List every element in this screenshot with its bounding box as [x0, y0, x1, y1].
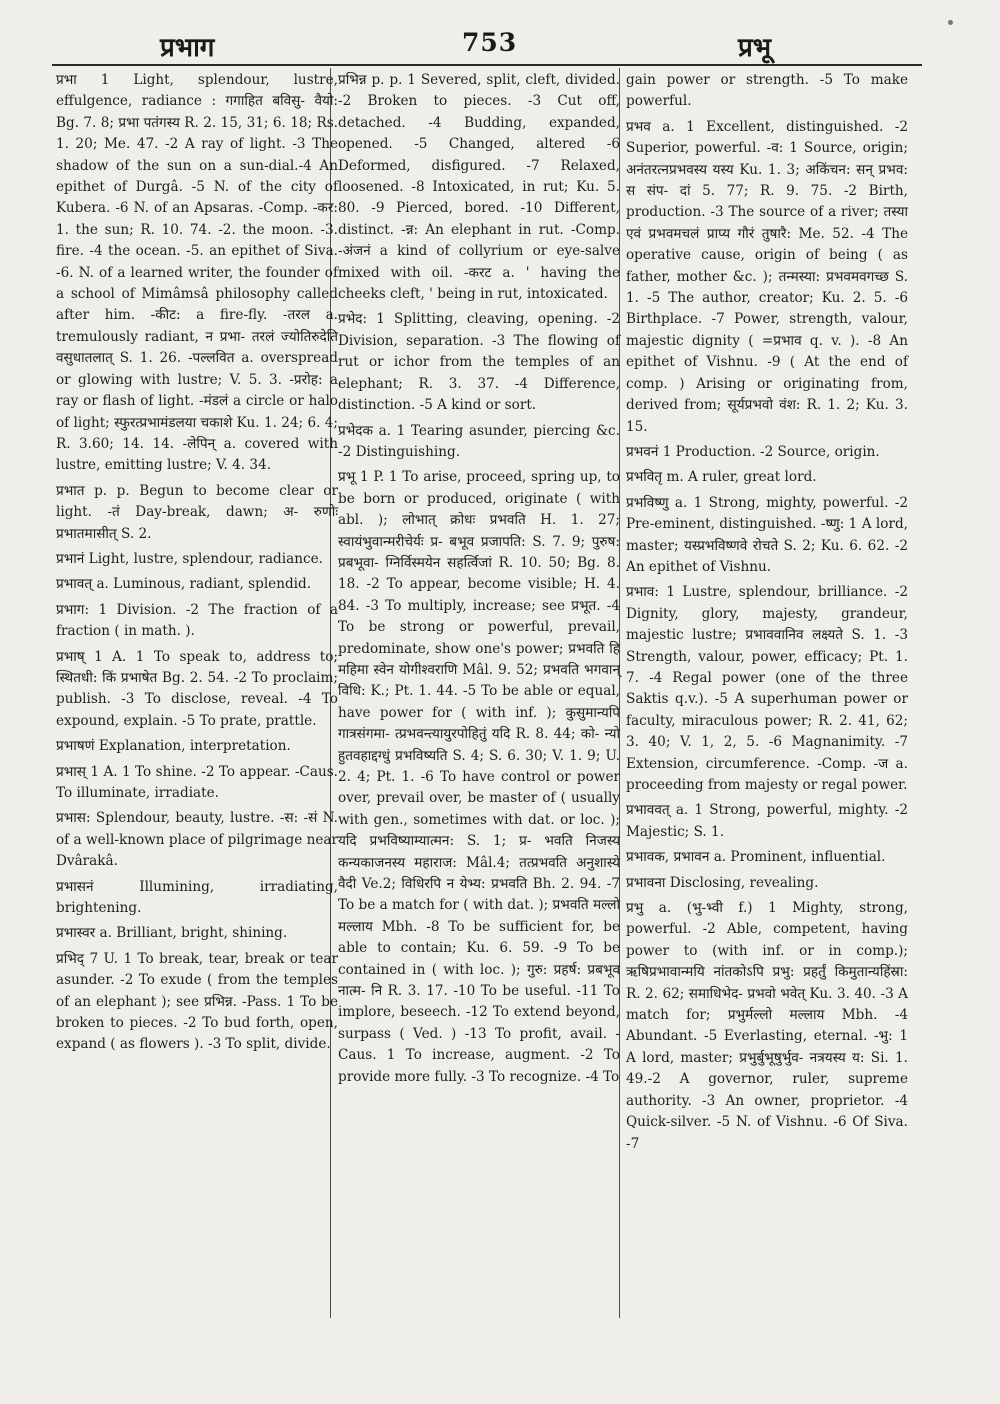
dictionary-entry: प्रभेदक a. 1 Tearing asunder, piercing &c. -2 Distinguishing.: [338, 422, 620, 460]
dictionary-entry: प्रभावना Disclosing, revealing.: [626, 874, 819, 891]
dictionary-entry: प्रभा 1 Light, splendour, lustre, effulgence, radiance : गगाहित बविसु- वैयो: Bg. 7. 8; प्रभा पतंगस्य R. 2. 15, 31; 6. 18; Rs. 1. 20; Me. 47. -2 A ray of light. -3 The shadow of the sun on a sun-dial.-4 An epithet of Durgâ. -5 N. of the city of Kubera. -6 N. of an Apsaras. -Comp. -कर: 1. the sun; R. 10. 74. -2. the moon. -3. fire. -4 the ocean. -5. an epithet of Siva. -6. N. of a learned writer, the founder of a school of Mimâmsâ philosophy called after him. -कीट: a fire-fly. -तरल a. tremulously radiant, न प्रभा- तरलं ज्योतिरुदेति वसुधातलात् S. 1. 26. -पल्लवित a. overspread or glowing with lustre; V. 5. 3. -प्ररोह: a ray or flash of light. -मंडलं a circle or halo of light; स्फुरत्प्रभामंडलया चकाशे Ku. 1. 24; 6. 4; R. 3.60; 14. 14. -लेपिन् a. covered with lustre, emitting lustre; V. 4. 34.: [56, 72, 338, 474]
dictionary-entry: प्रभेद: 1 Splitting, cleaving, opening. -2 Division, separation. -3 The flowing of rut or ichor from the temples of an elephant; R. 3. 37. -4 Difference, distinction. -5 A kind or sort.: [338, 311, 620, 414]
dictionary-entry: प्रभु a. (भु-भ्वी f.) 1 Mighty, strong, powerful. -2 Able, competent, having power to (with inf. or in comp.); ऋषिप्रभावान्मयि नांतकोऽपि प्रभु: प्रहर्तुं किमुतान्यहिंस्रा: R. 2. 62; समाधिभेद- प्रभवो भवेत् Ku. 3. 40. -3 A match for; प्रभुर्मल्लो मल्लाय Mbh. -4 Abundant. -5 Everlasting, eternal. -भु: 1 A lord, master; प्रभुर्बुभूषुर्भुव- नत्रयस्य य: Si. 1. 49.-2 A governor, ruler, supreme authority. -3 An owner, proprietor. -4 Quick-silver. -5 N. of Vishnu. -6 Of Siva. -7: [626, 900, 908, 1152]
dictionary-entry: प्रभावत् a. Luminous, radiant, splendid.: [56, 576, 312, 593]
dictionary-entry: प्रभाववत् a. 1 Strong, powerful, mighty. -2 Majestic; S. 1.: [626, 802, 908, 840]
column-2: [338, 70, 620, 1092]
dictionary-entry: प्रभात p. p. Begun to become clear or light. -तं Day-break, dawn; अ- रुणोः प्रभातमासीत् S. 2.: [56, 482, 338, 542]
dictionary-entry: प्रभाषणं Explanation, interpretation.: [56, 738, 291, 755]
ink-spot: [948, 20, 953, 25]
dictionary-entry: प्रभू 1 P. 1 To arise, proceed, spring up, to be born or produced, originate ( with abl. ); लोभात् क्रोधः प्रभवति H. 1. 27; स्वायंभुवान्मरीचेर्यः प्र- बभूव प्रजापति: S. 7. 9; पुरुष: प्रबभूवा- ग्निर्विस्मयेन सहर्त्विजां R. 10. 50; Bg. 8. 18. -2 To appear, become visible; H. 4. 84. -3 To multiply, increase; see प्रभूत. -4 To be strong or powerful, prevail, predominate, show one's power; प्रभवति हि महिमा स्वेन योगीश्वराणि Mâl. 9. 52; प्रभवति भगवान् विधि: K.; Pt. 1. 44. -5 To be able or equal, have power for ( with inf. ); कुसुमान्यपि गात्रसंगमा- त्प्रभवन्त्यायुरपोहितुं यदि R. 8. 44; को- न्यो हुतवहाद्दग्धुं प्रभविष्यति S. 4; S. 6. 30; V. 1. 9; U. 2. 4; Pt. 1. -6 To have control or power over, prevail over, be master of ( usually with gen., sometimes with dat. or loc. ); यदि प्रभविष्याम्यात्मन: S. 1; प्र- भवति निजस्य कन्यकाजनस्य महाराज: Mâl.4; तत्प्रभवति अनुशास्ये वैदी Ve.2; विधिरपि न येभ्य: प्रभवति Bh. 2. 94. -7 To be a match for ( with dat. ); प्रभवति मल्लो मल्लाय Mbh. -8 To be sufficient for, be able to contain; Ku. 6. 59. -9 To be contained in ( with loc. ); गुरु: प्रहर्ष: प्रबभूव नात्म- नि R. 3. 17. -10 To be useful. -11 To implore, beseech. -12 To extend beyond, surpass ( Ved. ) -13 To profit, avail. -Caus. 1 To increase, augment. -2 To provide more fully. -3 To recognize. -4 To: [338, 469, 620, 1085]
dictionary-entry: प्रभवितृ m. A ruler, great lord.: [626, 469, 817, 486]
dictionary-entry: प्रभव a. 1 Excellent, distinguished. -2 Superior, powerful. -व: 1 Source, origin; अनंतरत्नप्रभवस्य यस्य Ku. 1. 3; अकिंचन: सन् प्रभव: स संप- दां 5. 77; R. 9. 75. -2 Birth, production. -3 The source of a river; तस्या एवं प्रभवमचलं प्राप्य गौरं तुषारै: Me. 52. -4 The operative cause, origin of being ( as father, mother &c. ); तन्मस्या: प्रभवमवगच्छ S. 1. -5 The author, creator; Ku. 2. 5. -6 Birthplace. -7 Power, strength, valour, majestic dignity ( =प्रभाव q. v. ). -8 An epithet of Vishnu. -9 ( At the end of comp. ) Arising or originating from, derived from; सूर्यप्रभवो वंश: R. 1. 2; Ku. 3. 15.: [626, 118, 908, 435]
dictionary-entry: प्रभानं Light, lustre, splendour, radiance.: [56, 550, 323, 567]
dictionary-entry: प्रभिद् 7 U. 1 To break, tear, break or tear asunder. -2 To exude ( from the temples of an elephant ); see प्रभिन्न. -Pass. 1 To be broken to pieces. -2 To bud forth, open, expand ( as flowers ). -3 To split, divide.: [56, 950, 338, 1053]
dictionary-entry: gain power or strength. -5 To make powerful.: [626, 72, 908, 110]
dictionary-entry: प्रभास्वर a. Brilliant, bright, shining.: [56, 925, 288, 942]
dictionary-entry: प्रभासनं Illumining, irradiating, brightening.: [56, 878, 338, 917]
dictionary-entry: प्रभाष् 1 A. 1 To speak to, address to; स्थितधी: किं प्रभाषेत Bg. 2. 54. -2 To proclaim; publish. -3 To disclose, reveal. -4 To expound, explain. -5 To prate, prattle.: [56, 648, 338, 729]
dictionary-entry: प्रभाग: 1 Division. -2 The fraction of a fraction ( in math. ).: [56, 601, 338, 640]
dictionary-entry: प्रभिन्न p. p. 1 Severed, split, cleft, divided. -2 Broken to pieces. -3 Cut off, detached. -4 Budding, expanded, opened. -5 Changed, altered -6 Deformed, disfigured. -7 Relaxed, loosened. -8 Intoxicated, in rut; Ku. 5. 80. -9 Pierced, bored. -10 Different, distinct. -न्न: An elephant in rut. -Comp. -अंजनं a kind of collyrium or eye-salve mixed with oil. -करट a. ' having the cheeks cleft, ' being in rut, intoxicated.: [338, 72, 620, 303]
column-3: [626, 70, 908, 1159]
dictionary-entry: प्रभविष्णु a. 1 Strong, mighty, powerful. -2 Pre-eminent, distinguished. -ष्णु: 1 A lord, master; यस्प्रभविष्णवे रोचते S. 2; Ku. 6. 62. -2 An epithet of Vishnu.: [626, 494, 908, 575]
dictionary-entry: प्रभाव: 1 Lustre, splendour, brilliance. -2 Dignity, glory, majesty, grandeur, majestic lustre; प्रभाववानिव लक्ष्यते S. 1. -3 Strength, valour, power, efficacy; Pt. 1. 7. -4 Regal power (one of the three Saktis q.v.). -5 A superhuman power or faculty, miraculous power; R. 2. 41, 62; 3. 40; V. 1, 2, 5. -6 Magnanimity. -7 Extension, circumference. -Comp. -ज a. proceeding from majesty or regal power.: [626, 584, 908, 793]
header-right-guide-word: प्रभू: [738, 33, 772, 63]
column-1: [56, 70, 338, 1060]
dictionary-entry: प्रभवनं 1 Production. -2 Source, origin.: [626, 443, 880, 460]
dictionary-entry: प्रभावक, प्रभावन a. Prominent, influential.: [626, 849, 886, 866]
header-rule: [52, 64, 922, 66]
dictionary-entry: प्रभास् 1 A. 1 To shine. -2 To appear. -Caus. To illuminate, irradiate.: [56, 763, 338, 801]
header-left-guide-word: प्रभाग: [160, 33, 215, 63]
page-number: 753: [462, 28, 518, 57]
dictionary-entry: प्रभास: Splendour, beauty, lustre. -स: -सं N. of a well-known place of pilgrimage near Dvârakâ.: [56, 810, 338, 870]
